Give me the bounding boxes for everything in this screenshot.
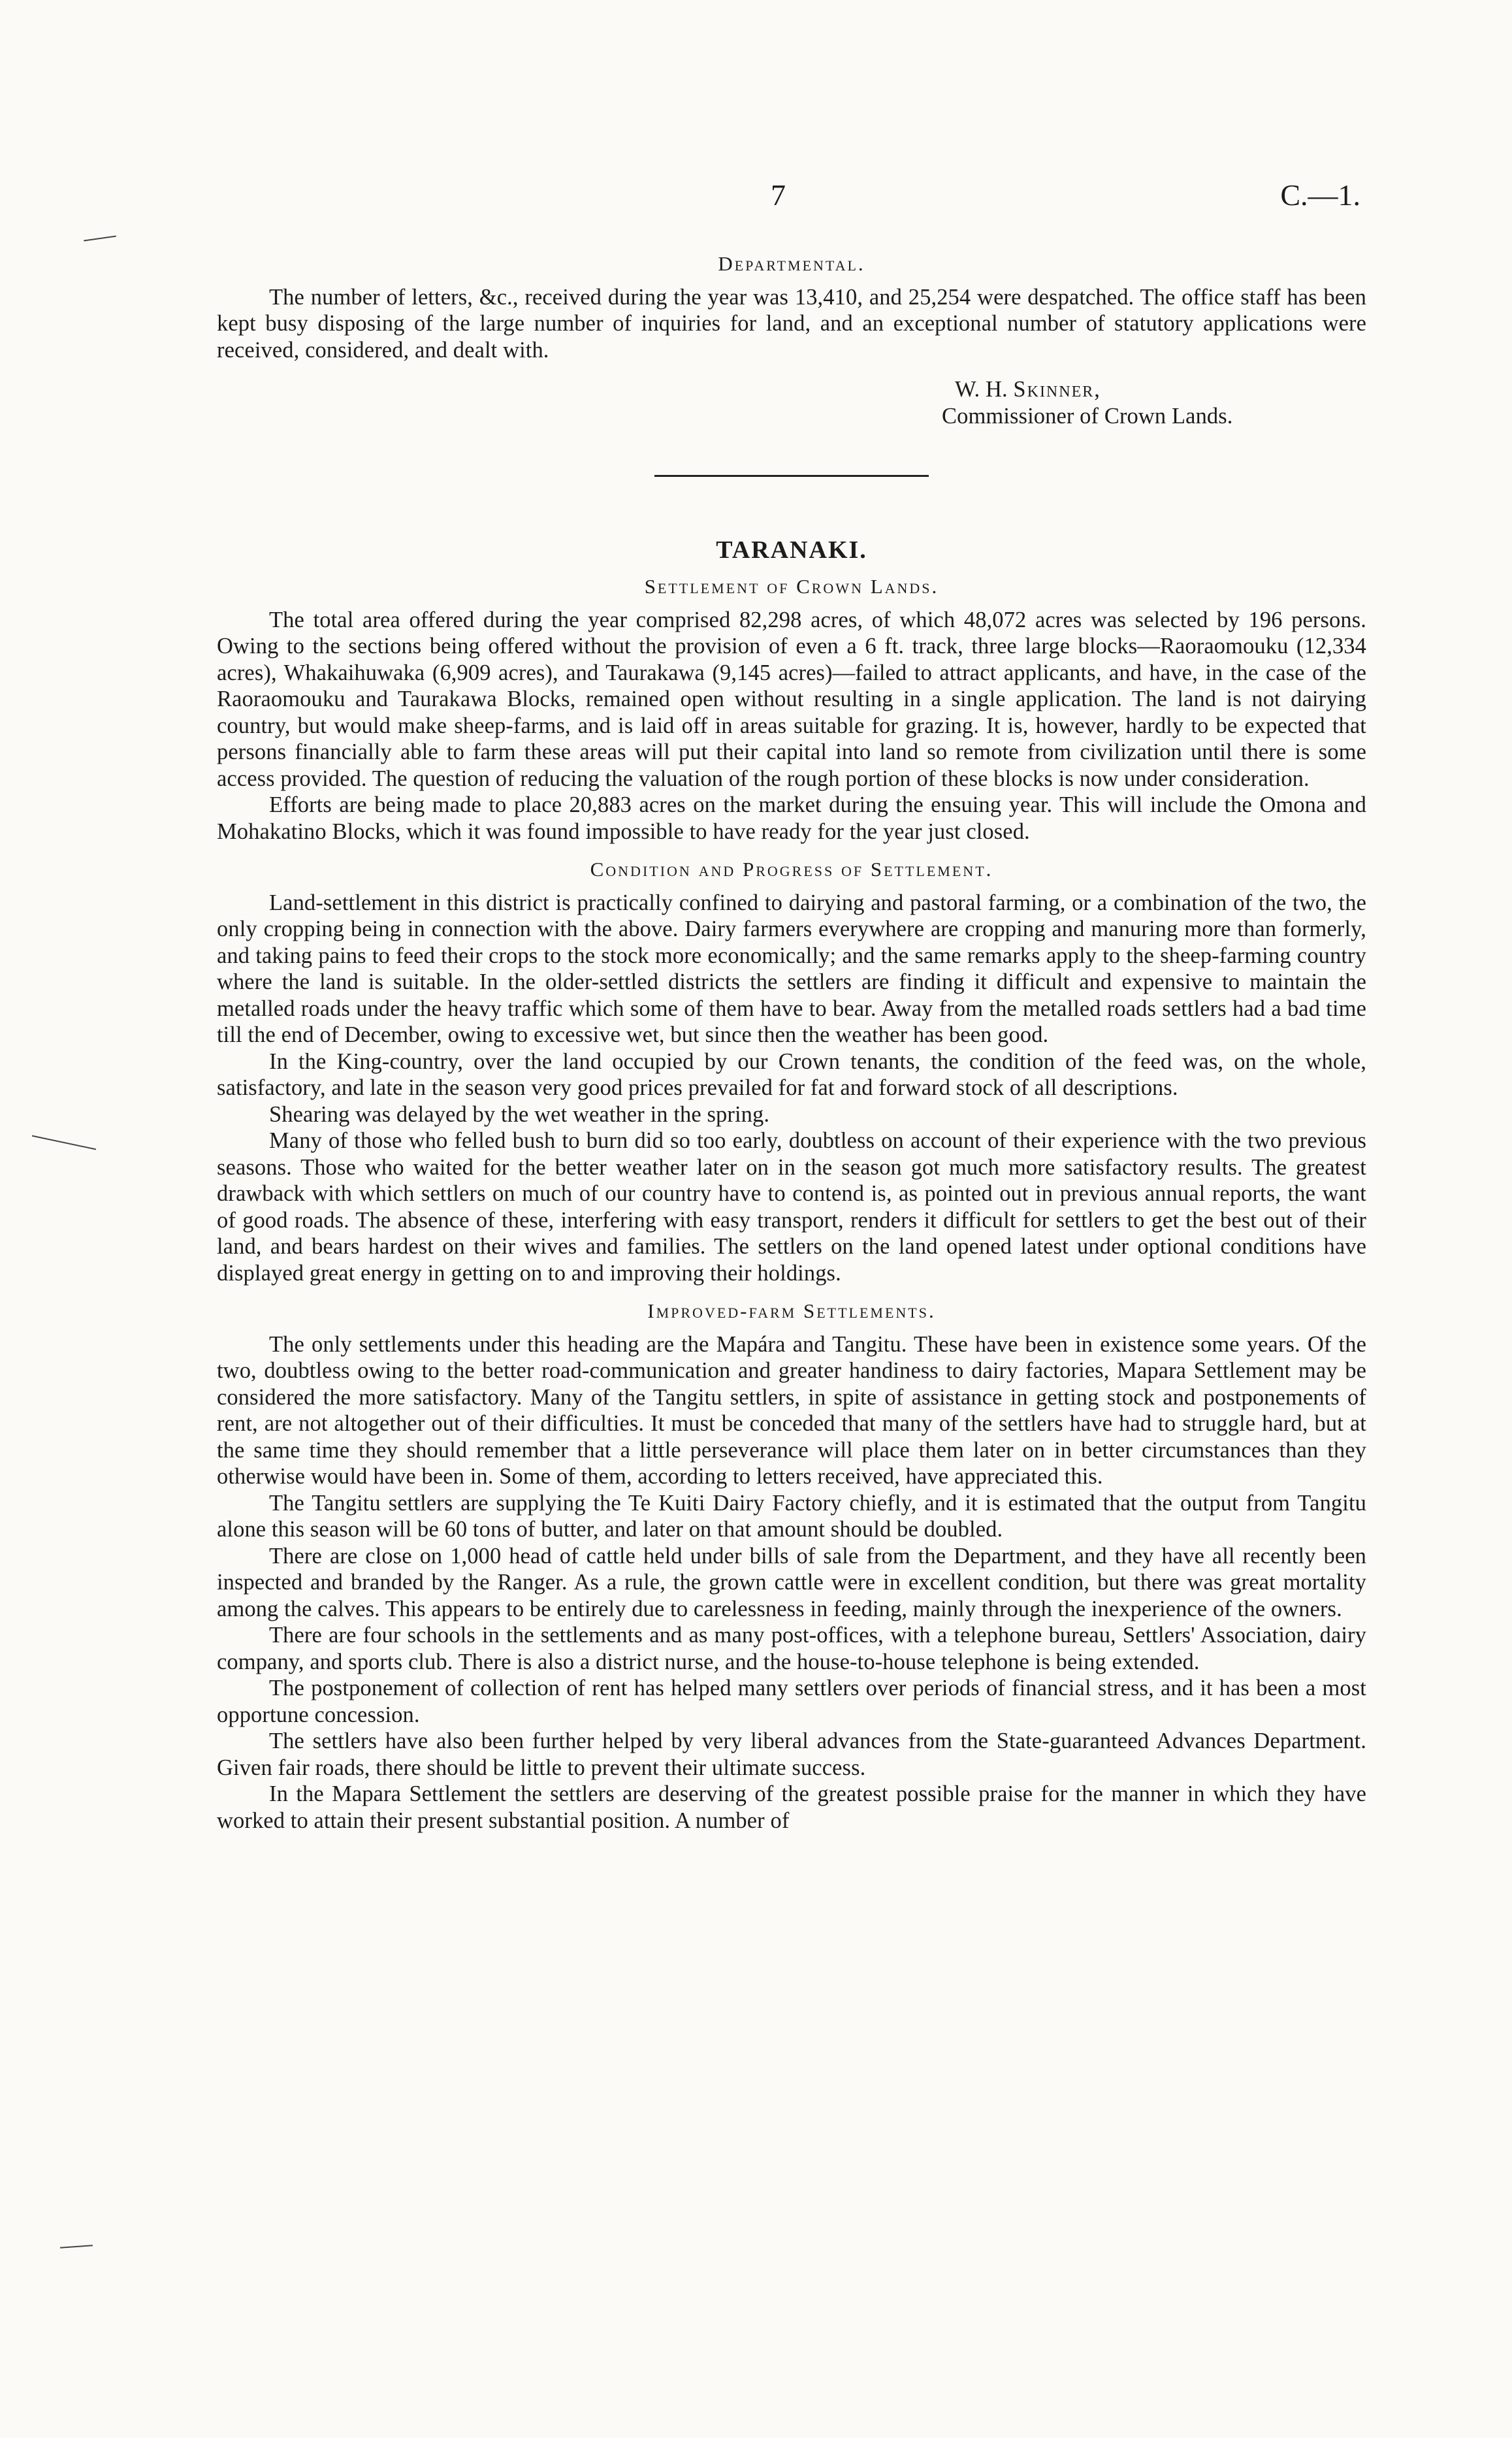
paragraph: The number of letters, &c., received during the year was 13,410, and 25,254 were despatched. The office staff has been kept busy disposing of the large number of inquiries for land, and an exceptional number of statutory applications were received, considered, and dealt with. <box>217 284 1366 363</box>
improved-farm-settlements-section <box>217 1298 1366 1834</box>
paragraph: Land-settlement in this district is practically confined to dairying and pastoral farming, or a combination of the two, the only cropping being in connection with the above. Dairy farmers everywhere are cropping and manuring more than formerly, and taking pains to feed their crops to the stock more economically; and the same remarks apply to the sheep-farming country where the land is suitable. In the older-settled districts the settlers are finding it difficult and expensive to maintain the metalled roads under the heavy traffic which some of them have to bear. Away from the metalled roads settlers had a bad time till the end of December, owing to excessive wet, but since then the weather has been good. <box>217 890 1366 1047</box>
margin-pencil-mark <box>60 2245 93 2248</box>
document-reference: C.—1. <box>1280 178 1360 212</box>
paragraph: Efforts are being made to place 20,883 acres on the market during the ensuing year. This will include the Omona and Mohakatino Blocks, which it was found impossible to have ready for the year just closed. <box>217 792 1366 844</box>
margin-pencil-mark <box>84 236 116 242</box>
section-heading: Settlement of Crown Lands. <box>644 575 939 598</box>
margin-pencil-mark <box>32 1135 96 1150</box>
paragraph: There are close on 1,000 head of cattle held under bills of sale from the Department, and they have all recently been inspected and branded by the Ranger. As a rule, the grown cattle were in excellent condition, but there was great mortality among the calves. This appears to be entirely due to carelessness in feeding, mainly through the inexperience of the owners. <box>217 1543 1366 1621</box>
section-heading: Improved-farm Settlements. <box>647 1299 936 1322</box>
paragraph: In the King-country, over the land occupied by our Crown tenants, the condition of the feed was, on the whole, satisfactory, and late in the season very good prices prevailed for fat and forward stock of all descriptions. <box>217 1048 1366 1100</box>
page-number: 7 <box>771 178 786 212</box>
paragraph: The Tangitu settlers are supplying the Te Kuiti Dairy Factory chiefly, and it is estimated that the output from Tangitu alone this season will be 60 tons of butter, and later on that amount should be doubled. <box>217 1490 1366 1542</box>
settlement-of-crown-lands-section <box>217 574 1366 845</box>
paragraph: Many of those who felled bush to burn did so too early, doubtless on account of their experience with the two previous seasons. Those who waited for the better weather later on in the season got much more satisfactory results. The greatest drawback with which settlers on much of our country have to contend is, as pointed out in previous annual reports, the want of good roads. The absence of these, interfering with easy transport, renders it difficult for settlers to get the best out of their land, and bears hardest on their wives and families. The settlers on the land opened latest under optional conditions have displayed great energy in getting on to and improving their holdings. <box>217 1128 1366 1286</box>
district-title: TARANAKI. <box>716 536 867 564</box>
paragraph: The total area offered during the year comprised 82,298 acres, of which 48,072 acres was selected by 196 persons. Owing to the sections being offered without the provision of even a 6 ft. track, three large blocks—Raoraomouku (12,334 acres), Whakaihuwaka (6,909 acres), and Taurakawa (9,145 acres)—failed to attract applicants, and have, in the case of the Raoraomouku and Taurakawa Blocks, remained open without resulting in a single application. The land is not dairying country, but would make sheep-farms, and is laid off in areas suitable for grazing. It is, however, hardly to be expected that persons financially able to farm these areas will put their capital into land so remote from civilization until there is some access provided. The question of reducing the valuation of the rough portion of these blocks is now under consideration. <box>217 607 1366 791</box>
section-heading: Departmental. <box>718 252 865 275</box>
departmental-section <box>217 251 1366 429</box>
paragraph: The postponement of collection of rent has helped many settlers over periods of financial stress, and it has been a most opportune concession. <box>217 1676 1366 1727</box>
signature-surname: Skinner, <box>1013 377 1101 402</box>
signature-initials: W. H. <box>955 377 1014 402</box>
condition-and-progress-section <box>217 856 1366 1286</box>
section-heading: Condition and Progress of Settlement. <box>590 858 993 881</box>
paragraph: There are four schools in the settlements and as many post-offices, with a telephone bureau, Settlers' Association, dairy company, and sports club. There is also a district nurse, and the house-to-house telephone is being extended. <box>217 1623 1366 1674</box>
signature-title: Commissioner of Crown Lands. <box>942 403 1233 429</box>
section-divider <box>654 475 929 477</box>
paragraph: The settlers have also been further helped by very liberal advances from the State-guaranteed Advances Department. Given fair roads, there should be little to prevent their ultimate success. <box>217 1729 1366 1780</box>
signature-name <box>942 376 1334 403</box>
paragraph: The only settlements under this heading are the Mapára and Tangitu. These have been in existence some years. Of the two, doubtless owing to the better road-communication and greater handiness to dairy factories, Mapara Settlement may be considered the more satisfactory. Many of the Tangitu settlers, in spite of assistance in getting stock and postponements of rent, are not altogether out of their difficulties. It must be conceded that many of the settlers have had to struggle hard, but at the same time they should remember that a little perseverance will place them later on in better circumstances than they otherwise would have been in. Some of them, according to letters received, have appreciated this. <box>217 1331 1366 1489</box>
signature-block <box>942 376 1334 429</box>
page-header <box>0 178 1512 223</box>
page-body <box>217 251 1366 1834</box>
paragraph: Shearing was delayed by the wet weather in the spring. <box>269 1101 770 1127</box>
paragraph: In the Mapara Settlement the settlers are deserving of the greatest possible praise for the manner in which they have worked to attain their present substantial position. A number of <box>217 1781 1366 1833</box>
